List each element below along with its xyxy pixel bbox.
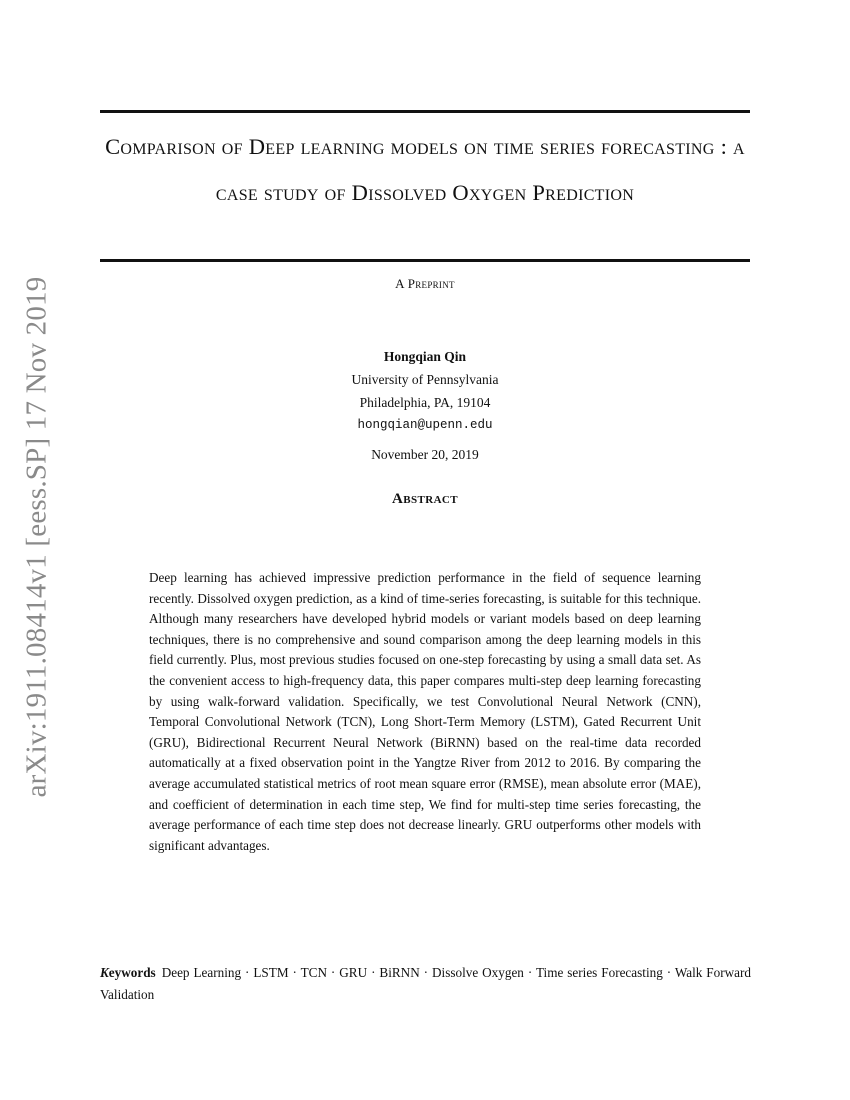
abstract-heading: Abstract	[392, 491, 458, 507]
author-email[interactable]: hongqian@upenn.edu	[357, 418, 493, 432]
keywords-label-initial: K	[100, 965, 109, 980]
preprint-label: A Preprint	[395, 276, 455, 291]
author-name: Hongqian Qin	[383, 349, 467, 364]
keywords-label-rest: eywords	[108, 965, 156, 980]
author-block	[100, 345, 750, 437]
arxiv-identifier-stamp: arXiv:1911.08414v1 [eess.SP] 17 Nov 2019	[20, 276, 53, 798]
paper-date: November 20, 2019	[371, 447, 479, 462]
title-bottom-rule	[100, 259, 750, 262]
keywords-label	[100, 965, 156, 980]
keywords-list: Deep Learning · LSTM · TCN · GRU · BiRNN · Dissolve Oxygen · Time series Forecasting · Walk Forward Validation	[100, 965, 751, 1002]
paper-title: Comparison of Deep learning models on time series forecasting : a case study of Dissolved Oxygen Prediction	[105, 134, 745, 205]
author-location: Philadelphia, PA, 19104	[359, 395, 491, 410]
author-affiliation: University of Pennsylvania	[351, 372, 499, 387]
title-top-rule	[100, 110, 750, 113]
abstract-text: Deep learning has achieved impressive prediction performance in the field of sequence learning recently. Dissolved oxygen prediction, as a kind of time-series forecasting, is suitable for this technique. Although many researchers have developed hybrid models or variant models based on deep learning techniques, there is no comprehensive and sound comparison among the deep learning models in this field currently. Plus, most previous studies focused on one-step forecasting by using a small data set. As the convenient access to high-frequency data, this paper compares multi-step deep learning forecasting by using walk-forward validation. Specifically, we test Convolutional Neural Network (CNN), Temporal Convolutional Network (TCN), Long Short-Term Memory (LSTM), Gated Recurrent Unit (GRU), Bidirectional Recurrent Neural Network (BiRNN) based on the real-time data recorded automatically at a fixed observation point in the Yangtze River from 2012 to 2016. By comparing the average accumulated statistical metrics of root mean square error (RMSE), mean absolute error (MAE), and coefficient of determination in each time step, We find for multi-step time series forecasting, the average performance of each time step does not decrease linearly. GRU outperforms other models with significant advantages.	[149, 570, 701, 853]
keywords-section	[100, 962, 751, 1006]
